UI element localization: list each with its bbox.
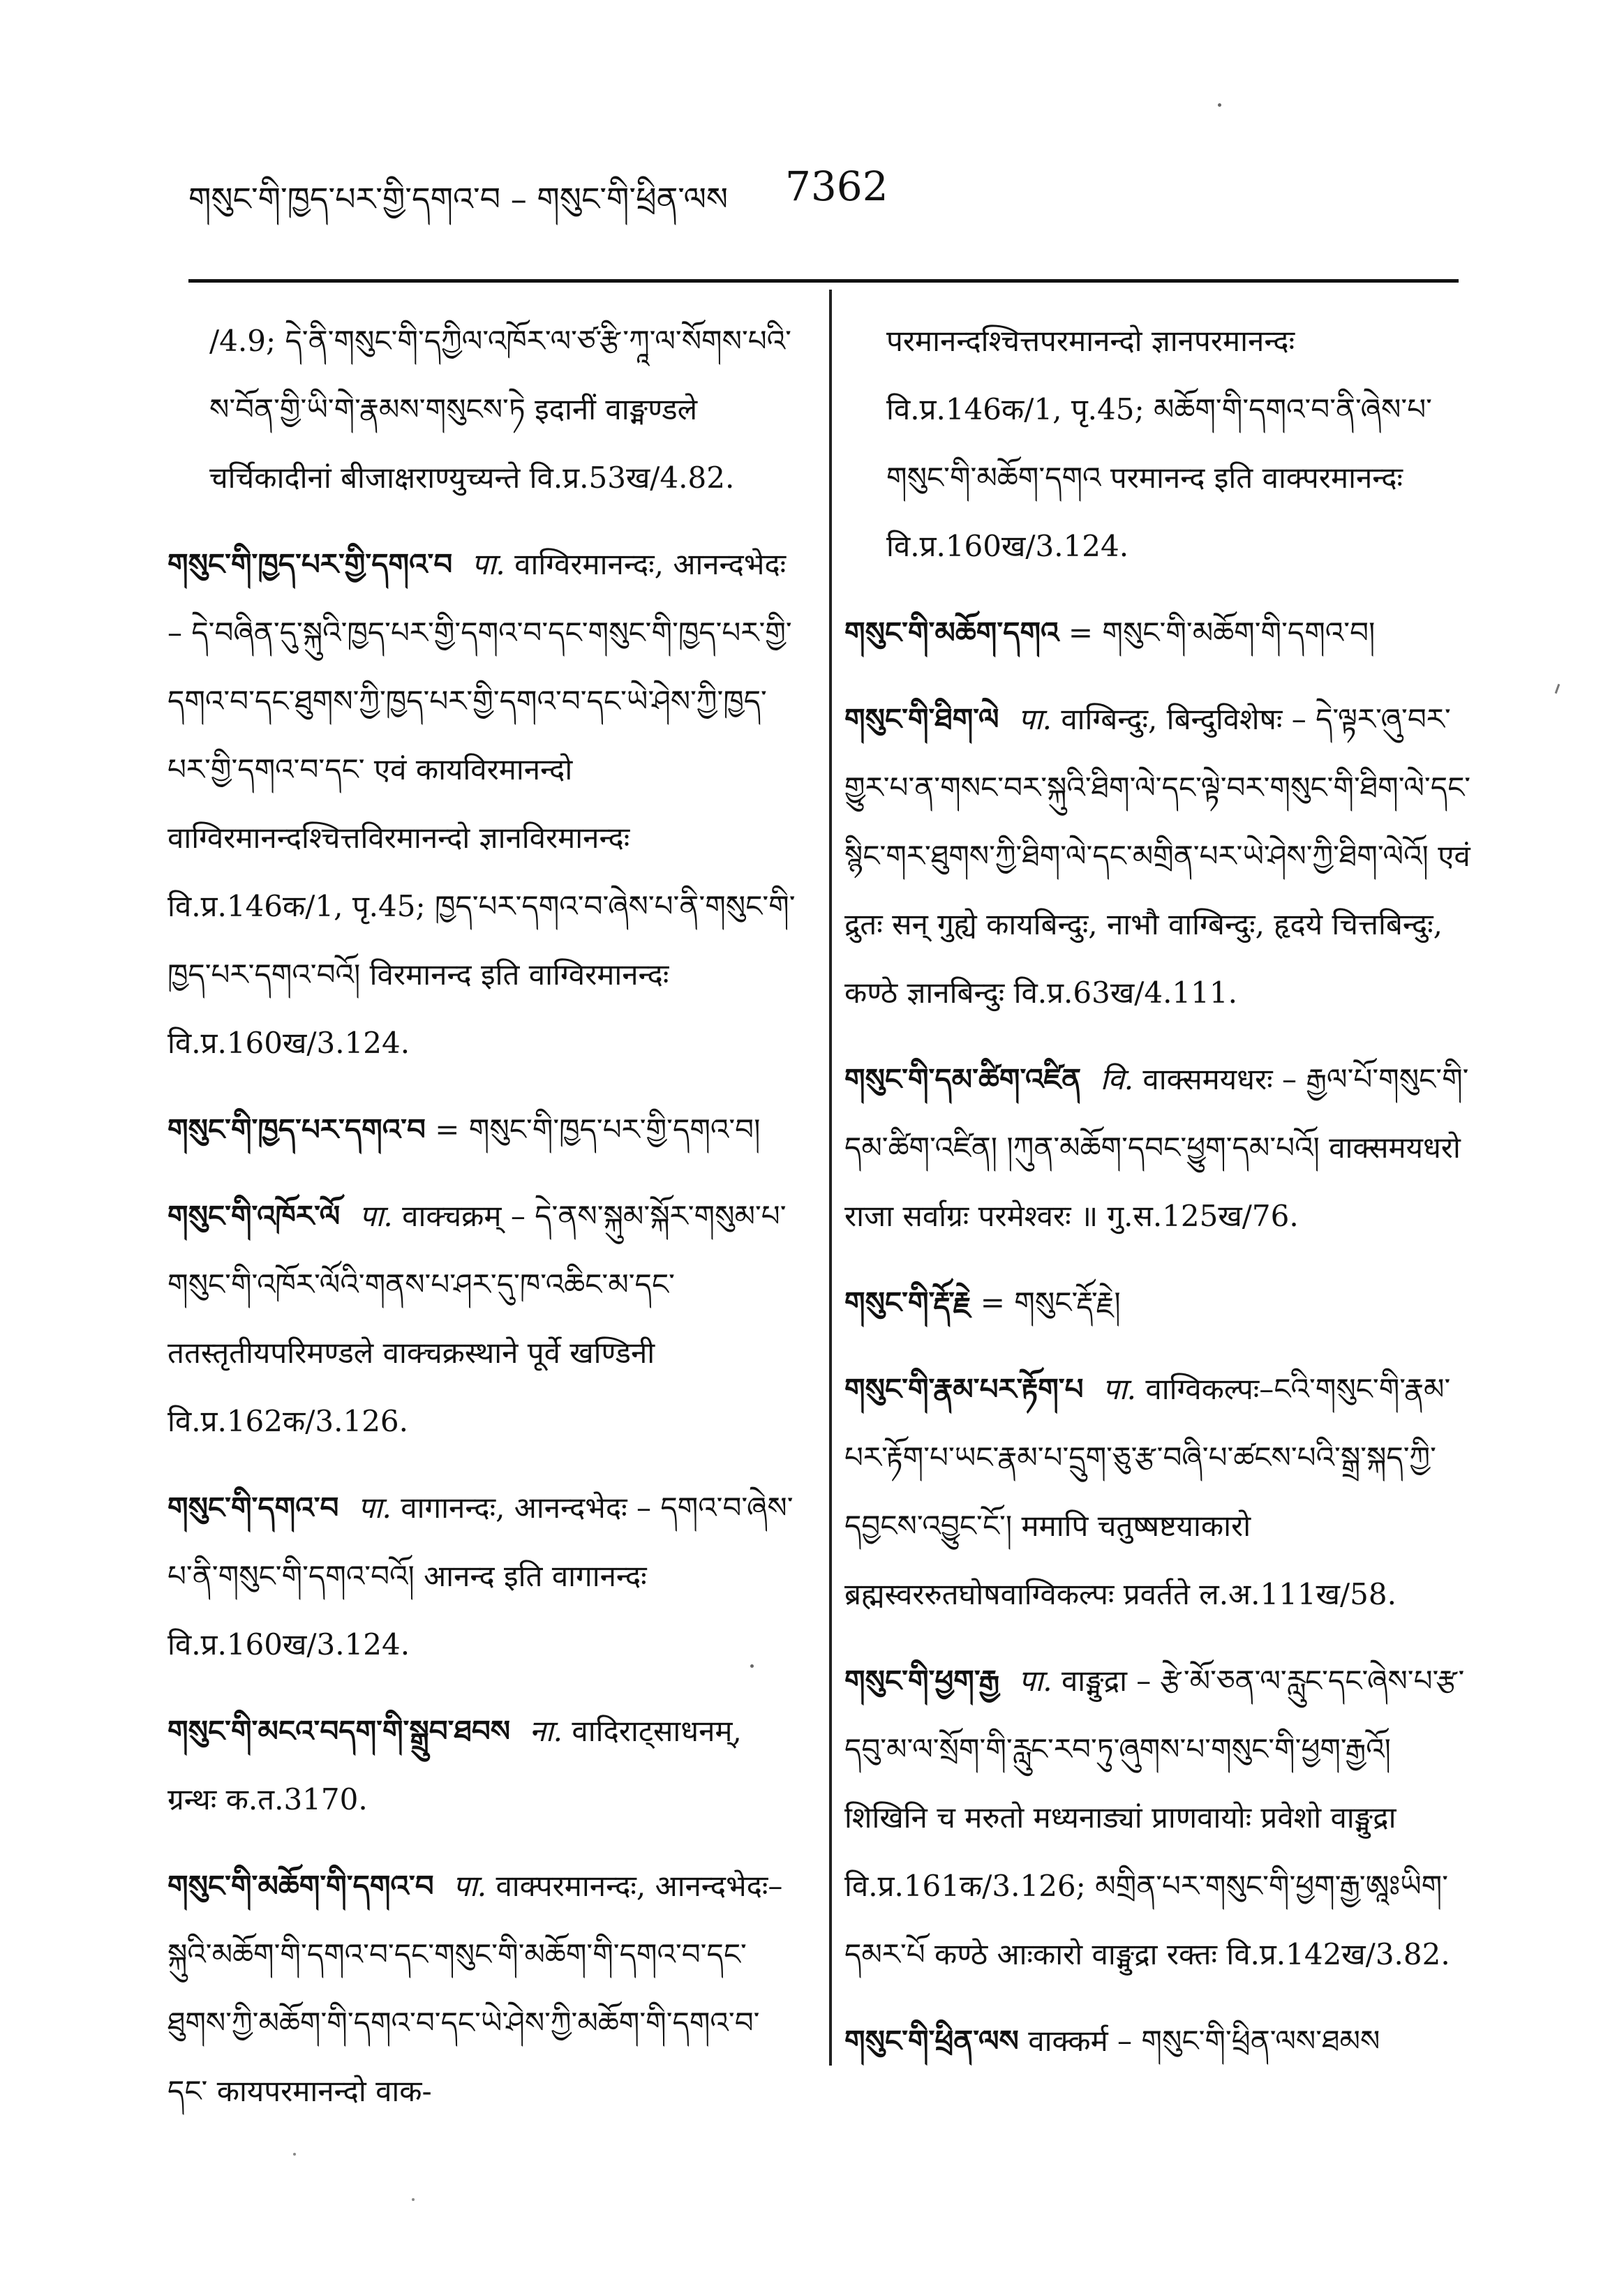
header-rule bbox=[188, 279, 1459, 283]
entry-headword: གསུང་གི་རྡོ་རྗེ bbox=[844, 1285, 971, 1320]
column-divider bbox=[829, 290, 832, 2066]
dictionary-entry bbox=[844, 1045, 1476, 1251]
entry-pos: पा. bbox=[1018, 1664, 1052, 1698]
dictionary-entry bbox=[844, 1355, 1476, 1629]
entry-body: वाक्कर्म – གསུང་གི་ཕྲིན་ལས་ཐམས bbox=[1028, 2024, 1380, 2058]
entry-headword: གསུང་གི་ཕྲིན་ལས bbox=[844, 2024, 1019, 2058]
dictionary-entry bbox=[844, 599, 1476, 667]
entry-headword: གསུང་གི་མཆོག་གི་དགའ་བ bbox=[167, 1869, 434, 1903]
entry-headword: གསུང་གི་དམ་ཚིག་འཛིན bbox=[844, 1062, 1082, 1096]
entry-body: = གསུང་གི་ཁྱད་པར་གྱི་དགའ་བ། bbox=[435, 1112, 761, 1147]
entry-pos: पा. bbox=[1102, 1372, 1137, 1406]
entry-body: परमानन्दश्चित्तपरमानन्दो ज्ञानपरमानन्दः वि.प्र.146क/1, पृ.45; མཆོག་གི་དགའ་བ་ནི་ཞེས་པ་གསུང་གི་མཆོག་དགའ परमानन्द इति वाक्परमानन्दः वि.प्र.160ख/3.124. bbox=[886, 324, 1432, 563]
entry-headword: གསུང་གི་མངའ་བདག་གི་སྒྲུབ་ཐབས bbox=[167, 1714, 511, 1748]
dictionary-entry bbox=[844, 685, 1476, 1027]
scan-speck bbox=[412, 2198, 415, 2201]
dictionary-entry bbox=[167, 1096, 799, 1164]
dictionary-entry bbox=[167, 1182, 799, 1456]
entry-body: वाग्विरमानन्दः, आनन्दभेदः – དེ་བཞིན་དུ་སྐུའི་ཁྱད་པར་གྱི་དགའ་བ་དང་གསུང་གི་ཁྱད་པར་གྱི་དགའ་བ་དང་ཐུགས་ཀྱི་ཁྱད་པར་གྱི་དགའ་བ་དང་ཡེ་ཤེས་ཀྱི་ཁྱད་པར་གྱི་དགའ་བ་དང་ एवं कायविरमानन्दो वाग्विरमानन्दश्चित्तविरमानन्दो ज्ञानविरमानन्दः वि.प्र.146क/1, पृ.45; ཁྱད་པར་དགའ་བ་ཞེས་པ་ནི་གསུང་གི་ཁྱད་པར་དགའ་བའོ། विरमानन्द इति वाग्विरमानन्दः वि.प्र.160ख/3.124. bbox=[167, 547, 796, 1060]
entry-body: /4.9; དེ་ནི་གསུང་གི་དཀྱིལ་འཁོར་ལ་ཙ་རྩི་ཀཱ་ལ་སོགས་པའི་ས་བོན་གྱི་ཡི་གེ་རྣམས་གསུངས་ཏེ इदानीं वाङ्मण्डले चर्चिकादीनां बीजाक्षराण्युच्यन्ते वि.प्र.53ख/4.82. bbox=[209, 324, 791, 495]
running-head: གསུང་གི་ཁྱད་པར་གྱི་དགའ་བ – གསུང་གི་ཕྲིན་ལས bbox=[188, 180, 729, 218]
scan-speck bbox=[1555, 684, 1560, 694]
entry-body: वाक्चक्रम् – དེ་ནས་སྐུམ་སྐོར་གསུམ་པ་གསུང་གི་འཁོར་ལོའི་གནས་པ་ཤར་དུ་ཁ་འཆིང་མ་དང་ ततस्तृतीयपरिमण्डले वाक्चक्रस्थाने पूर्वे खण्डिनी वि.प्र.162क/3.126. bbox=[167, 1199, 787, 1438]
dictionary-entry bbox=[167, 1852, 799, 2126]
scan-speck bbox=[293, 2153, 296, 2156]
entry-body: वाग्विकल्पः–ངའི་གསུང་གི་རྣམ་པར་རྟོག་པ་ཡང་རྣམ་པ་དྲུག་ཅུ་རྩ་བཞི་པ་ཚངས་པའི་སྒྲ་སྐད་ཀྱི་དབྱངས་འབྱུང་ངོ་། ममापि चतुष्षष्टयाकारो ब्रह्मस्वररुतघोषवाग्विकल्पः प्रवर्तते ल.अ.111ख/58. bbox=[844, 1372, 1451, 1611]
entry-headword: གསུང་གི་འཁོར་ལོ bbox=[167, 1199, 341, 1233]
entry-headword: གསུང་གི་མཆོག་དགའ bbox=[844, 615, 1059, 650]
scan-speck bbox=[1218, 103, 1221, 107]
entry-headword: གསུང་གི་ཐིག་ལེ bbox=[844, 702, 999, 736]
dictionary-entry bbox=[167, 307, 799, 512]
entry-pos: वि. bbox=[1100, 1062, 1134, 1096]
entry-body: वाग्बिन्दुः, बिन्दुविशेषः – དེ་ལྟར་ཞུ་བར་གྱུར་པ་ན་གསང་བར་སྐུའི་ཐིག་ལེ་དང་ལྟེ་བར་གསུང་གི་ཐིག་ལེ་དང་སྙིང་གར་ཐུགས་ཀྱི་ཐིག་ལེ་དང་མགྲིན་པར་ཡེ་ཤེས་ཀྱི་ཐིག་ལེའོ། एवं द्रुतः सन् गुह्ये कायबिन्दुः, नाभौ वाग्बिन्दुः, हृदये चित्तबिन्दुः, कण्ठे ज्ञानबिन्दुः वि.प्र.63ख/4.111. bbox=[844, 702, 1471, 1010]
page-number: 7362 bbox=[785, 163, 888, 210]
dictionary-entry bbox=[167, 1474, 799, 1679]
entry-pos: ना. bbox=[529, 1714, 563, 1748]
dictionary-entry bbox=[844, 1647, 1476, 1989]
dictionary-entry bbox=[167, 1697, 799, 1834]
entry-body: वाक्समयधरः – རྒྱལ་པོ་གསུང་གི་དམ་ཚིག་འཛིན། །ཀུན་མཆོག་དབང་ཕྱུག་དམ་པའོ། वाक्समयधरो राजा सर्वाग्रः परमेश्वरः ॥ गु.स.125ख/76. bbox=[844, 1062, 1469, 1233]
entry-body: वागानन्दः, आनन्दभेदः – དགའ་བ་ཞེས་པ་ནི་གསུང་གི་དགའ་བའོ། आनन्द इति वागानन्दः वि.प्र.160ख/3.124. bbox=[167, 1491, 794, 1662]
entry-pos: पा. bbox=[452, 1869, 487, 1903]
entry-pos: पा. bbox=[359, 1199, 393, 1233]
entry-body: = གསུང་གི་མཆོག་གི་དགའ་བ། bbox=[1068, 615, 1376, 650]
entry-body: = གསུང་རྡོ་རྗེ། bbox=[980, 1285, 1121, 1320]
entry-headword: གསུང་གི་རྣམ་པར་རྟོག་པ bbox=[844, 1372, 1084, 1406]
left-column bbox=[167, 307, 799, 2108]
right-column bbox=[844, 307, 1476, 2058]
dictionary-entry bbox=[844, 1269, 1476, 1337]
entry-headword: གསུང་གི་ཁྱད་པར་དགའ་བ bbox=[167, 1112, 426, 1147]
entry-pos: पा. bbox=[357, 1491, 392, 1525]
entry-pos: पा. bbox=[471, 547, 505, 581]
dictionary-entry bbox=[844, 307, 1476, 581]
entry-headword: གསུང་གི་ཕྱག་རྒྱ bbox=[844, 1664, 1000, 1698]
dictionary-entry bbox=[167, 530, 799, 1077]
entry-headword: གསུང་གི་དགའ་བ bbox=[167, 1491, 339, 1525]
page-header bbox=[188, 150, 1480, 227]
dictionary-entry bbox=[844, 2007, 1476, 2075]
entry-body: वादिराट्साधनम्, ग्रन्थः क.त.3170. bbox=[167, 1714, 742, 1816]
entry-body: वाङ्मुद्रा – རྩེ་མོ་ཅན་ལ་རླུང་དང་ཞེས་པ་རྩ་དབུ་མ་ལ་སྲོག་གི་རླུང་རབ་ཏུ་ཞུགས་པ་གསུང་གི་ཕྱག་རྒྱའོ། शिखिनि च मरुतो मध्यनाड्यां प्राणवायोः प्रवेशो वाङ्मुद्रा वि.प्र.161क/3.126; མགྲིན་པར་གསུང་གི་ཕྱག་རྒྱ་ཨཱཿཡིག་དམར་པོ कण्ठे आःकारो वाङ्मुद्रा रक्तः वि.प्र.142ख/3.82. bbox=[844, 1664, 1465, 1971]
entry-pos: पा. bbox=[1018, 702, 1052, 736]
entry-headword: གསུང་གི་ཁྱད་པར་གྱི་དགའ་བ bbox=[167, 547, 453, 581]
entry-body: वाक्परमानन्दः, आनन्दभेदः–སྐུའི་མཆོག་གི་དགའ་བ་དང་གསུང་གི་མཆོག་གི་དགའ་བ་དང་ཐུགས་ཀྱི་མཆོག་གི་དགའ་བ་དང་ཡེ་ཤེས་ཀྱི་མཆོག་གི་དགའ་བ་དང་ कायपरमानन्दो वाक- bbox=[167, 1869, 783, 2108]
